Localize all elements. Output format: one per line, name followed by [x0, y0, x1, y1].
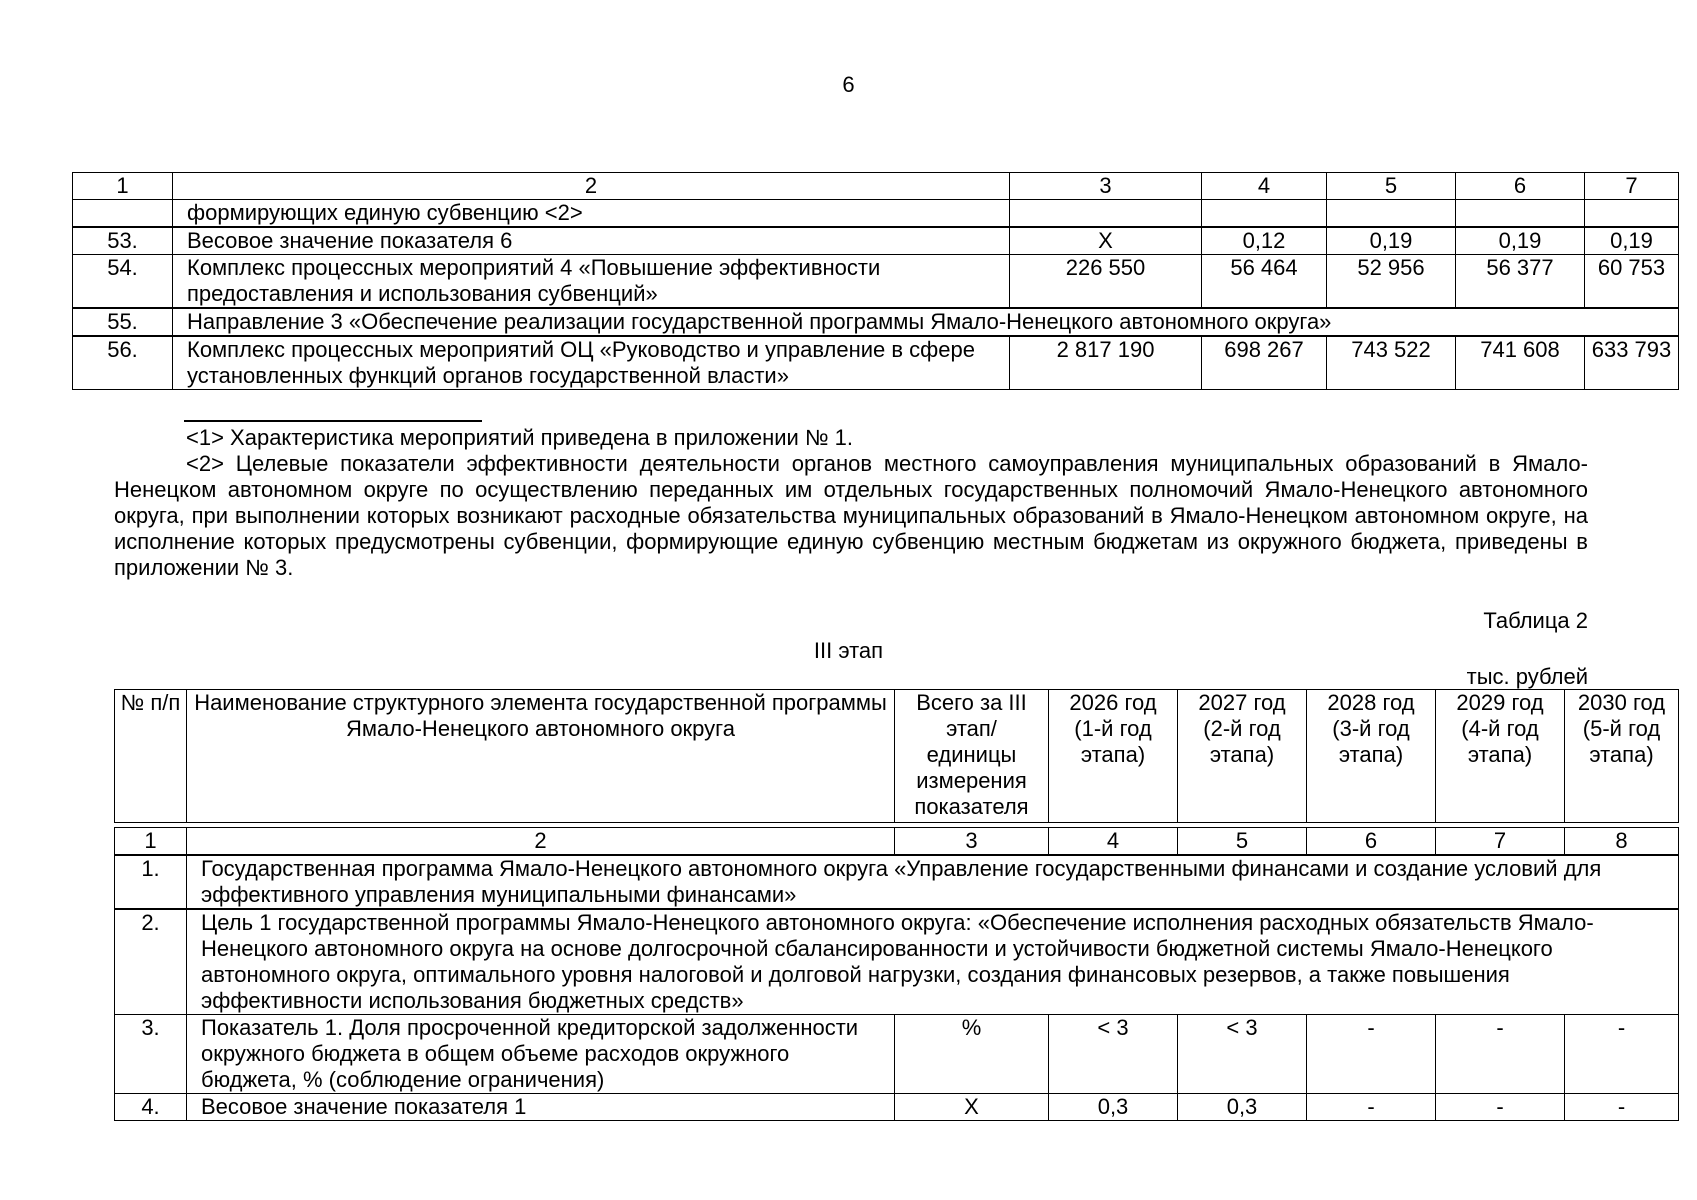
table-row [73, 255, 1679, 309]
units-label: тыс. рублей [1466, 664, 1588, 689]
col-number: 3 [895, 828, 1049, 856]
row-value: 0,19 [1456, 227, 1585, 255]
col-number: 2 [187, 828, 895, 856]
table-row [73, 336, 1679, 390]
row-name: Цель 1 государственной программы Ямало-Ненецкого автономного округа: «Обеспечение исполнения расходных обязательств Ямало-Ненецкого автономного округа на основе долгосрочной сбалансированности и устойчивости бюджетной системы Ямало-Ненецкого автономного округа, оптимального уровня налоговой и долговой нагрузки, создания финансовых резервов, а также повышения эффективности использования бюджетных средств» [187, 909, 1679, 1015]
row-number: 55. [73, 308, 173, 336]
row-number: 56. [73, 336, 173, 390]
table-stage-continuation [72, 172, 1679, 390]
row-name: Весовое значение показателя 6 [173, 227, 1010, 255]
table-header-row [115, 690, 1679, 823]
row-number: 4. [115, 1094, 187, 1121]
row-name: Весовое значение показателя 1 [187, 1094, 895, 1121]
row-value: - [1565, 1094, 1679, 1121]
col-number: 6 [1307, 828, 1436, 856]
col-number: 8 [1565, 828, 1679, 856]
table-row-direction [73, 308, 1679, 336]
footnote-1: <1> Характеристика мероприятий приведена в приложении № 1. [186, 425, 854, 450]
row-number: 2. [115, 909, 187, 1015]
col-number: 7 [1436, 828, 1565, 856]
row-value: - [1307, 1015, 1436, 1094]
row-name: Комплекс процессных мероприятий 4 «Повышение эффективности предоставления и использования субвенций» [173, 255, 1010, 309]
row-total: Х [1010, 227, 1202, 255]
row-number: 3. [115, 1015, 187, 1094]
header-year-2029: 2029 год (4-й год этапа) [1436, 690, 1565, 823]
row-value: < 3 [1178, 1015, 1307, 1094]
row-value: - [1436, 1094, 1565, 1121]
header-name: Наименование структурного элемента государственной программы Ямало-Ненецкого автономного округа [187, 690, 895, 823]
col-number: 2 [173, 173, 1010, 200]
row-value: - [1436, 1015, 1565, 1094]
table-row [73, 200, 1679, 228]
row-name: Государственная программа Ямало-Ненецкого автономного округа «Управление государственными финансами и создание условий для эффективного управления муниципальными финансами» [187, 855, 1679, 909]
row-total: 2 817 190 [1010, 336, 1202, 390]
row-value: 60 753 [1585, 255, 1679, 309]
header-year-2026: 2026 год (1-й год этапа) [1049, 690, 1178, 823]
stage-title: III этап [813, 638, 884, 663]
col-number: 1 [73, 173, 173, 200]
row-number: 54. [73, 255, 173, 309]
row-total: Х [895, 1094, 1049, 1121]
footnote-2: <2> Целевые показатели эффективности деятельности органов местного самоуправления муниципальных образований в Ямало-Ненецком автономном округе по осуществлению переданных им отдельных государственных полномочий Ямало-Ненецкого автономного округа, при выполнении которых возникают расходные обязательства муниципальных образований в Ямало-Ненецком автономном округе, на исполнение которых предусмотрены субвенции, формирующие единую субвенцию местным бюджетам из окружного бюджета, приведены в приложении № 3. [114, 451, 1588, 580]
row-name: формирующих единую субвенцию <2> [173, 200, 1010, 228]
table-header-row [73, 173, 1679, 200]
table-row [115, 1094, 1679, 1121]
row-number: 1. [115, 855, 187, 909]
col-number: 5 [1178, 828, 1307, 856]
row-value: 698 267 [1202, 336, 1327, 390]
row-value: - [1307, 1094, 1436, 1121]
row-value: 0,3 [1178, 1094, 1307, 1121]
table-column-numbers [115, 828, 1679, 856]
row-name: Направление 3 «Обеспечение реализации государственной программы Ямало-Ненецкого автономного округа» [173, 308, 1679, 336]
header-year-2028: 2028 год (3-й год этапа) [1307, 690, 1436, 823]
row-value: 0,12 [1202, 227, 1327, 255]
header-total: Всего за III этап/ единицы измерения показателя [895, 690, 1049, 823]
footnote-separator [184, 420, 482, 422]
row-name: Комплекс процессных мероприятий ОЦ «Руководство и управление в сфере установленных функций органов государственной власти» [173, 336, 1010, 390]
table-row-goal [115, 909, 1679, 1015]
table-row [115, 1015, 1679, 1094]
row-value: 743 522 [1327, 336, 1456, 390]
row-name: Показатель 1. Доля просроченной кредиторской задолженности окружного бюджета в общем объеме расходов окружного бюджета, % (соблюдение ограничения) [187, 1015, 895, 1094]
table-row-program [115, 855, 1679, 909]
header-year-2030: 2030 год (5-й год этапа) [1565, 690, 1679, 823]
header-num: № п/п [115, 690, 187, 823]
row-value: < 3 [1049, 1015, 1178, 1094]
row-value: 0,19 [1327, 227, 1456, 255]
col-number: 6 [1456, 173, 1585, 200]
table-caption: Таблица 2 [1483, 608, 1588, 633]
col-number: 4 [1049, 828, 1178, 856]
row-total: % [895, 1015, 1049, 1094]
col-number: 7 [1585, 173, 1679, 200]
row-total: 226 550 [1010, 255, 1202, 309]
col-number: 5 [1327, 173, 1456, 200]
col-number: 1 [115, 828, 187, 856]
header-year-2027: 2027 год (2-й год этапа) [1178, 690, 1307, 823]
row-value: 0,3 [1049, 1094, 1178, 1121]
table-stage-3 [114, 689, 1679, 1121]
col-number: 4 [1202, 173, 1327, 200]
row-value: 52 956 [1327, 255, 1456, 309]
row-value: - [1565, 1015, 1679, 1094]
table-row [73, 227, 1679, 255]
row-value: 633 793 [1585, 336, 1679, 390]
row-value: 56 377 [1456, 255, 1585, 309]
col-number: 3 [1010, 173, 1202, 200]
row-number: 53. [73, 227, 173, 255]
page-number: 6 [842, 72, 855, 97]
row-value: 0,19 [1585, 227, 1679, 255]
row-value: 741 608 [1456, 336, 1585, 390]
row-value: 56 464 [1202, 255, 1327, 309]
